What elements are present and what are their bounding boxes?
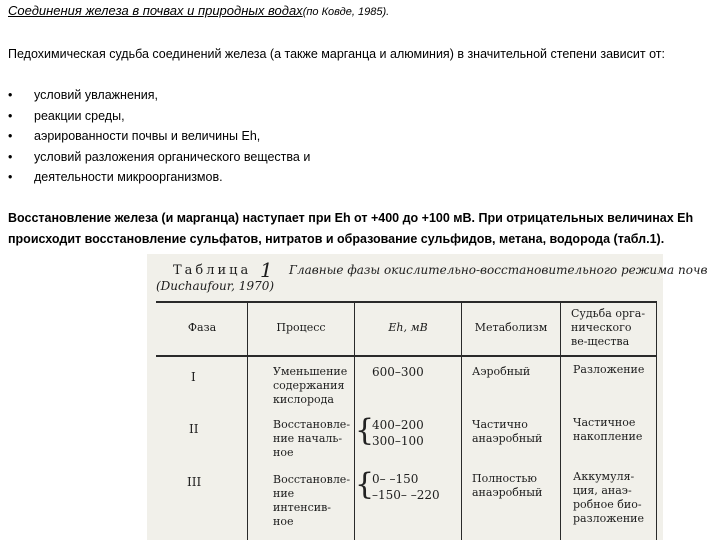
- row-metabolism: Частично анаэробный: [472, 418, 543, 445]
- row-process: Уменьшение содержания кислорода: [273, 365, 348, 406]
- list-item-text: условий разложения органического вещества и: [34, 149, 311, 164]
- header-eh: Eh, мВ: [388, 321, 428, 334]
- row-metabolism: Полностью анаэробный: [472, 472, 543, 499]
- table-top-rule: [156, 301, 656, 303]
- table-source: (Duchaufour, 1970): [156, 279, 275, 293]
- column-divider: [656, 301, 657, 540]
- title-main: Соединения железа в почвах и природных водах: [8, 3, 303, 18]
- list-item-text: реакции среды,: [34, 108, 125, 123]
- list-item: [8, 147, 310, 168]
- row-metabolism: Аэробный: [472, 365, 531, 378]
- list-item: [8, 85, 310, 106]
- row-eh-lower: –150– –220: [372, 488, 440, 502]
- list-item-text: аэрированности почвы и величины Eh,: [34, 129, 261, 143]
- bullet-icon: •: [8, 108, 13, 123]
- factor-list: [8, 85, 310, 188]
- bullet-icon: •: [8, 129, 13, 143]
- table-number: 1: [260, 258, 273, 282]
- row-eh-lower: 300–100: [372, 434, 424, 448]
- row-fate: Разложение: [573, 363, 645, 376]
- header-process: Процесс: [276, 321, 326, 334]
- row-fate: Аккумуля-ция, анаэ-робное био-разложение: [573, 470, 645, 525]
- list-item-text: деятельности микроорганизмов.: [34, 170, 223, 184]
- bullet-icon: •: [8, 170, 13, 184]
- page-title: [8, 3, 389, 18]
- brace-icon: {: [355, 413, 375, 448]
- header-fate: Судьба орга-нического ве-щества: [571, 307, 646, 348]
- row-phase: I: [191, 370, 196, 384]
- column-divider: [461, 301, 462, 540]
- row-eh: 600–300: [372, 365, 424, 379]
- reduction-paragraph: Восстановление железа (и марганца) наступает при Eh от +400 до +100 мВ. При отрицательных величинах Eh происходит восстановление сульфатов, нитратов и образование сульфидов, метана, водорода (табл.1).: [8, 211, 694, 246]
- list-item: [8, 167, 310, 188]
- header-metabolism: Метаболизм: [474, 321, 548, 334]
- title-reference: (по Ковде, 1985).: [302, 6, 390, 18]
- brace-icon: {: [355, 467, 375, 502]
- list-item-text: условий увлажнения,: [34, 88, 159, 102]
- column-divider: [560, 301, 561, 540]
- header-phase: Фаза: [187, 321, 217, 334]
- table-label: Таблица: [173, 263, 252, 278]
- bullet-icon: •: [8, 149, 13, 164]
- table-caption: Главные фазы окислительно-восстановительного режима почв: [289, 263, 708, 277]
- intro-paragraph: Педохимическая судьба соединений железа (а также марганца и алюминия) в значительной степени зависит от:: [8, 47, 665, 61]
- row-eh-upper: 0– –150: [372, 472, 419, 486]
- row-phase: II: [189, 422, 199, 436]
- row-process: Восстановле-ние началь-ное: [273, 418, 351, 459]
- table-header-rule: [156, 355, 656, 357]
- row-fate: Частичное накопление: [573, 416, 643, 443]
- row-phase: III: [187, 475, 202, 489]
- row-process: Восстановле-ние интенсив-ное: [273, 473, 351, 528]
- table-scan-image: [147, 254, 708, 540]
- row-eh-upper: 400–200: [372, 418, 424, 432]
- column-divider: [247, 301, 248, 540]
- list-item: [8, 126, 310, 147]
- list-item: [8, 106, 310, 127]
- bullet-icon: •: [8, 88, 13, 102]
